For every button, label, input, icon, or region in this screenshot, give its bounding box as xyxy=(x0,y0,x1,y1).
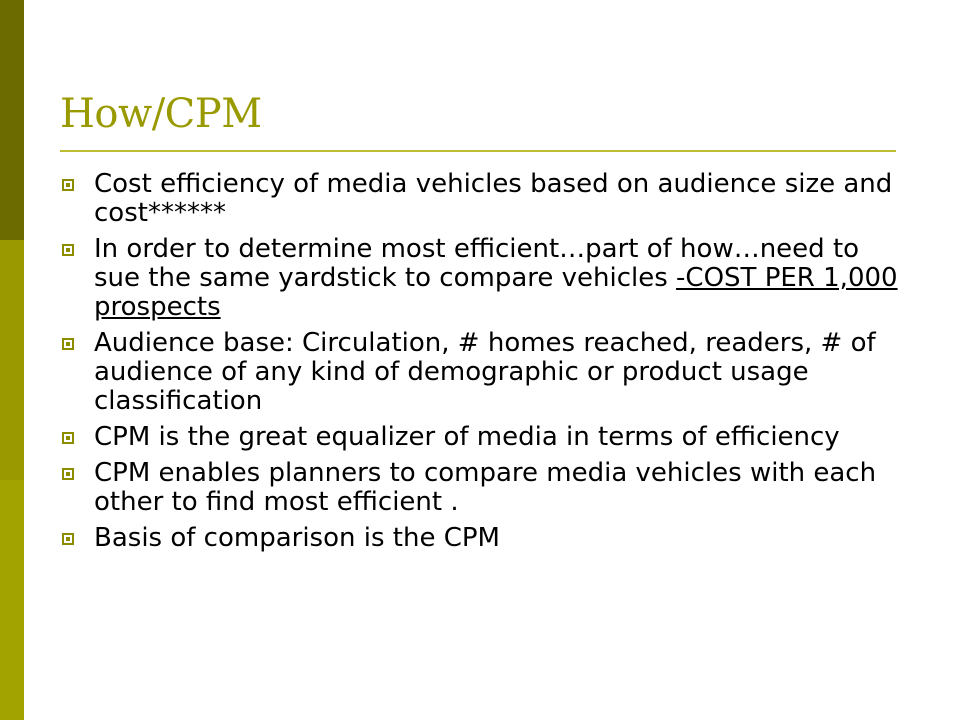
square-bullet-icon xyxy=(62,432,74,444)
bullet-item xyxy=(60,235,900,322)
square-bullet-icon xyxy=(62,338,74,350)
square-bullet-icon xyxy=(62,179,74,191)
sidebar-band-top xyxy=(0,0,24,240)
bullet-item xyxy=(60,459,900,517)
bullet-text: Basis of comparison is the CPM xyxy=(94,523,500,553)
sidebar-band-bottom xyxy=(0,480,24,720)
bullet-text: In order to determine most efficient…part of how…need to sue the same yardstick to compare vehicles xyxy=(94,234,860,293)
title-divider xyxy=(60,150,896,152)
bullet-underlined-text: -COST PER 1,000 prospects xyxy=(94,263,898,322)
bullet-item xyxy=(60,524,900,553)
square-bullet-icon xyxy=(62,533,74,545)
bullet-text: CPM is the great equalizer of media in terms of efficiency xyxy=(94,422,840,452)
sidebar-band-middle xyxy=(0,240,24,480)
slide-title: How/CPM xyxy=(60,91,262,137)
bullet-text: Audience base: Circulation, # homes reached, readers, # of audience of any kind of demographic or product usage classification xyxy=(94,328,876,416)
square-bullet-icon xyxy=(62,468,74,480)
bullet-item xyxy=(60,170,900,228)
square-bullet-icon xyxy=(62,244,74,256)
bullet-item xyxy=(60,329,900,416)
bullet-list xyxy=(60,170,900,560)
bullet-text: CPM enables planners to compare media vehicles with each other to find most efficient . xyxy=(94,458,877,517)
bullet-text: Cost efficiency of media vehicles based on audience size and cost****** xyxy=(94,169,893,228)
bullet-item xyxy=(60,423,900,452)
